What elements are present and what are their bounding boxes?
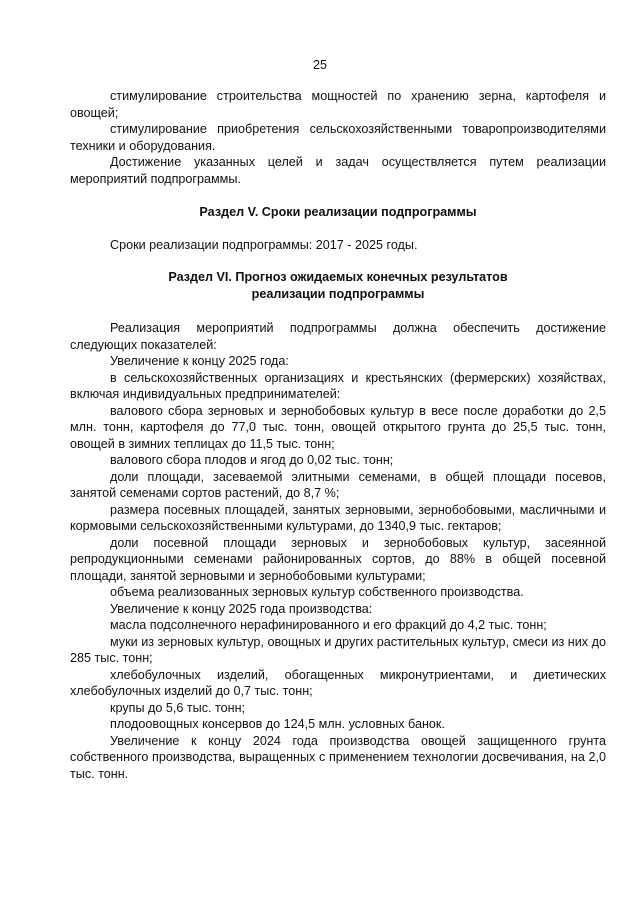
paragraph: доли посевной площади зерновых и зернобобовых культур, засеянной репродукционными семенами районированных сортов, до 88% в общей посевной площади, занятой зерновыми и зернобобовыми культурами; bbox=[70, 535, 606, 583]
paragraph: хлебобулочных изделий, обогащенных микронутриентами, и диетических хлебобулочных изделий до 0,7 тыс. тонн; bbox=[70, 667, 606, 698]
paragraph: объема реализованных зерновых культур собственного производства. bbox=[110, 585, 524, 599]
paragraph: в сельскохозяйственных организациях и крестьянских (фермерских) хозяйствах, включая индивидуальных предпринимателей: bbox=[70, 370, 606, 401]
intro-block bbox=[70, 88, 606, 187]
section-6-heading-line-1: Раздел VI. Прогноз ожидаемых конечных результатов bbox=[168, 270, 508, 284]
paragraph: доли площади, засеваемой элитными семенами, в общей площади посевов, занятой семенами сортов растений, до 8,7 %; bbox=[70, 469, 606, 500]
section-6-heading bbox=[70, 269, 606, 302]
paragraph: размера посевных площадей, занятых зерновыми, зернобобовыми, масличными и кормовыми сельскохозяйственными культурами, до 1340,9 тыс. гектаров; bbox=[70, 502, 606, 533]
paragraph: Сроки реализации подпрограммы: 2017 - 2025 годы. bbox=[110, 238, 418, 252]
paragraph: стимулирование строительства мощностей по хранению зерна, картофеля и овощей; bbox=[70, 89, 606, 120]
section-5-body bbox=[70, 237, 606, 254]
paragraph: Увеличение к концу 2025 года производства: bbox=[110, 601, 373, 616]
paragraph: валового сбора зерновых и зернобобовых культур в весе после доработки до 2,5 млн. тонн, картофеля до 77,0 тыс. тонн, овощей открытого грунта до 25,5 тыс. тонн, овощей в зимних теплицах до 11,5 тыс. тонн; bbox=[70, 403, 606, 451]
section-6-heading-line-2: реализации подпрограммы bbox=[251, 286, 425, 301]
paragraph: Реализация мероприятий подпрограммы должна обеспечить достижение следующих показателей: bbox=[70, 321, 606, 352]
paragraph: масла подсолнечного нерафинированного и его фракций до 4,2 тыс. тонн; bbox=[110, 618, 547, 632]
section-6-body bbox=[70, 320, 606, 782]
paragraph: плодоовощных консервов до 124,5 млн. условных банок. bbox=[110, 717, 445, 731]
paragraph: Увеличение к концу 2024 года производства овощей защищенного грунта собственного производства, выращенных с применением технологии досвечивания, на 2,0 тыс. тонн. bbox=[70, 733, 606, 781]
section-5-heading: Раздел V. Сроки реализации подпрограммы bbox=[199, 205, 477, 219]
page-number: 25 bbox=[312, 58, 327, 72]
paragraph: Достижение указанных целей и задач осуществляется путем реализации мероприятий подпрограммы. bbox=[70, 155, 606, 186]
paragraph: крупы до 5,6 тыс. тонн; bbox=[110, 700, 246, 715]
paragraph: валового сбора плодов и ягод до 0,02 тыс. тонн; bbox=[110, 453, 394, 467]
paragraph: Увеличение к концу 2025 года: bbox=[110, 354, 289, 368]
paragraph: муки из зерновых культур, овощных и других растительных культур, смеси из них до 285 тыс. тонн; bbox=[70, 634, 606, 665]
paragraph: стимулирование приобретения сельскохозяйственными товаропроизводителями техники и оборудования. bbox=[70, 122, 606, 153]
